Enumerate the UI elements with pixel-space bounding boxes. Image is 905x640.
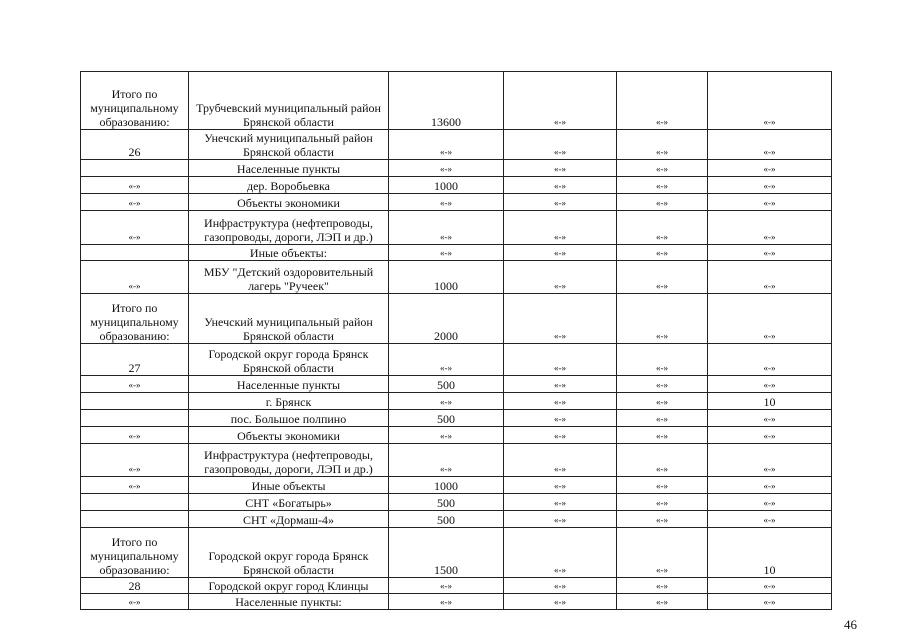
col6-cell: «-»: [708, 410, 832, 427]
territory-cell: Городской округ города Брянск Брянской области: [189, 344, 389, 376]
table-row: [81, 494, 832, 511]
value-cell: «-»: [389, 427, 504, 444]
col5-cell: «-»: [617, 494, 708, 511]
col6-cell: «-»: [708, 177, 832, 194]
col6-cell: «-»: [708, 578, 832, 594]
territory-cell: Иные объекты: [189, 477, 389, 494]
col4-cell: «-»: [504, 245, 617, 261]
value-cell: «-»: [389, 194, 504, 211]
col5-cell: «-»: [617, 130, 708, 160]
table-row: [81, 427, 832, 444]
index-cell: 28: [81, 578, 189, 594]
table-row: [81, 194, 832, 211]
col4-cell: «-»: [504, 344, 617, 376]
table-row: [81, 444, 832, 477]
value-cell: «-»: [389, 444, 504, 477]
col6-cell: «-»: [708, 594, 832, 610]
territory-cell: Городской округ город Клинцы: [189, 578, 389, 594]
table-row: [81, 578, 832, 594]
index-cell: [81, 245, 189, 261]
col5-cell: «-»: [617, 294, 708, 344]
col4-cell: «-»: [504, 194, 617, 211]
value-cell: 1000: [389, 177, 504, 194]
territory-cell: Трубчевский муниципальный район Брянской области: [189, 72, 389, 130]
col5-cell: «-»: [617, 477, 708, 494]
index-cell: [81, 494, 189, 511]
index-cell: «-»: [81, 477, 189, 494]
table-row: [81, 410, 832, 427]
col5-cell: «-»: [617, 393, 708, 410]
col6-cell: «-»: [708, 444, 832, 477]
value-cell: «-»: [389, 578, 504, 594]
index-cell: «-»: [81, 177, 189, 194]
territory-cell: Инфраструктура (нефтепроводы, газопроводы, дороги, ЛЭП и др.): [189, 444, 389, 477]
col4-cell: «-»: [504, 578, 617, 594]
page-number: 46: [844, 617, 857, 632]
value-cell: 13600: [389, 72, 504, 130]
table-row: [81, 344, 832, 376]
col4-cell: «-»: [504, 130, 617, 160]
table-row: [81, 72, 832, 130]
col6-cell: 10: [708, 528, 832, 578]
col5-cell: «-»: [617, 160, 708, 177]
territory-cell: Унечский муниципальный район Брянской области: [189, 130, 389, 160]
col5-cell: «-»: [617, 211, 708, 245]
index-cell: Итого по муниципальному образованию:: [81, 72, 189, 130]
table-body: [81, 72, 832, 610]
territory-cell: Населенные пункты: [189, 376, 389, 393]
col5-cell: «-»: [617, 72, 708, 130]
col5-cell: «-»: [617, 344, 708, 376]
table-row: [81, 376, 832, 393]
table-row: [81, 261, 832, 294]
territory-cell: Объекты экономики: [189, 194, 389, 211]
territory-cell: пос. Большое полпино: [189, 410, 389, 427]
col4-cell: «-»: [504, 511, 617, 528]
col6-cell: «-»: [708, 477, 832, 494]
col6-cell: «-»: [708, 245, 832, 261]
col5-cell: «-»: [617, 511, 708, 528]
col6-cell: «-»: [708, 211, 832, 245]
table-row: [81, 393, 832, 410]
territory-cell: Городской округ города Брянск Брянской области: [189, 528, 389, 578]
col5-cell: «-»: [617, 594, 708, 610]
index-cell: «-»: [81, 194, 189, 211]
value-cell: 500: [389, 376, 504, 393]
col6-cell: «-»: [708, 511, 832, 528]
col6-cell: «-»: [708, 427, 832, 444]
value-cell: «-»: [389, 211, 504, 245]
col5-cell: «-»: [617, 578, 708, 594]
table-row: [81, 211, 832, 245]
data-table: [80, 71, 832, 610]
territory-cell: Населенные пункты:: [189, 594, 389, 610]
value-cell: «-»: [389, 594, 504, 610]
value-cell: 1500: [389, 528, 504, 578]
col6-cell: 10: [708, 393, 832, 410]
col6-cell: «-»: [708, 130, 832, 160]
territory-cell: МБУ "Детский оздоровительный лагерь "Ручеек": [189, 261, 389, 294]
col6-cell: «-»: [708, 72, 832, 130]
col6-cell: «-»: [708, 376, 832, 393]
col4-cell: «-»: [504, 528, 617, 578]
index-cell: [81, 160, 189, 177]
col5-cell: «-»: [617, 194, 708, 211]
value-cell: «-»: [389, 393, 504, 410]
index-cell: «-»: [81, 444, 189, 477]
territory-cell: СНТ «Богатырь»: [189, 494, 389, 511]
col5-cell: «-»: [617, 410, 708, 427]
table-row: [81, 594, 832, 610]
value-cell: «-»: [389, 160, 504, 177]
col6-cell: «-»: [708, 344, 832, 376]
col5-cell: «-»: [617, 376, 708, 393]
index-cell: «-»: [81, 594, 189, 610]
col4-cell: «-»: [504, 72, 617, 130]
col4-cell: «-»: [504, 177, 617, 194]
value-cell: 500: [389, 410, 504, 427]
value-cell: «-»: [389, 130, 504, 160]
value-cell: «-»: [389, 344, 504, 376]
value-cell: 500: [389, 494, 504, 511]
col4-cell: «-»: [504, 410, 617, 427]
col5-cell: «-»: [617, 177, 708, 194]
col5-cell: «-»: [617, 261, 708, 294]
col5-cell: «-»: [617, 427, 708, 444]
col6-cell: «-»: [708, 261, 832, 294]
index-cell: [81, 393, 189, 410]
col6-cell: «-»: [708, 160, 832, 177]
col4-cell: «-»: [504, 477, 617, 494]
col4-cell: «-»: [504, 594, 617, 610]
col4-cell: «-»: [504, 160, 617, 177]
col4-cell: «-»: [504, 376, 617, 393]
index-cell: 27: [81, 344, 189, 376]
table-row: [81, 160, 832, 177]
index-cell: «-»: [81, 211, 189, 245]
index-cell: Итого по муниципальному образованию:: [81, 528, 189, 578]
table-row: [81, 511, 832, 528]
value-cell: 500: [389, 511, 504, 528]
table-row: [81, 528, 832, 578]
table-row: [81, 477, 832, 494]
col6-cell: «-»: [708, 194, 832, 211]
table-row: [81, 130, 832, 160]
table-row: [81, 245, 832, 261]
index-cell: 26: [81, 130, 189, 160]
col5-cell: «-»: [617, 528, 708, 578]
territory-cell: СНТ «Дормаш-4»: [189, 511, 389, 528]
col4-cell: «-»: [504, 294, 617, 344]
territory-cell: Инфраструктура (нефтепроводы, газопроводы, дороги, ЛЭП и др.): [189, 211, 389, 245]
territory-cell: г. Брянск: [189, 393, 389, 410]
col5-cell: «-»: [617, 245, 708, 261]
col4-cell: «-»: [504, 444, 617, 477]
table-row: [81, 177, 832, 194]
col4-cell: «-»: [504, 494, 617, 511]
territory-cell: дер. Воробьевка: [189, 177, 389, 194]
value-cell: «-»: [389, 245, 504, 261]
col6-cell: «-»: [708, 494, 832, 511]
col6-cell: «-»: [708, 294, 832, 344]
col4-cell: «-»: [504, 393, 617, 410]
territory-cell: Унечский муниципальный район Брянской области: [189, 294, 389, 344]
index-cell: «-»: [81, 376, 189, 393]
territory-cell: Объекты экономики: [189, 427, 389, 444]
territory-cell: Иные объекты:: [189, 245, 389, 261]
col4-cell: «-»: [504, 211, 617, 245]
col4-cell: «-»: [504, 261, 617, 294]
col4-cell: «-»: [504, 427, 617, 444]
value-cell: 1000: [389, 477, 504, 494]
index-cell: [81, 511, 189, 528]
value-cell: 1000: [389, 261, 504, 294]
index-cell: «-»: [81, 261, 189, 294]
index-cell: «-»: [81, 427, 189, 444]
value-cell: 2000: [389, 294, 504, 344]
index-cell: Итого по муниципальному образованию:: [81, 294, 189, 344]
table-row: [81, 294, 832, 344]
index-cell: [81, 410, 189, 427]
territory-cell: Населенные пункты: [189, 160, 389, 177]
col5-cell: «-»: [617, 444, 708, 477]
